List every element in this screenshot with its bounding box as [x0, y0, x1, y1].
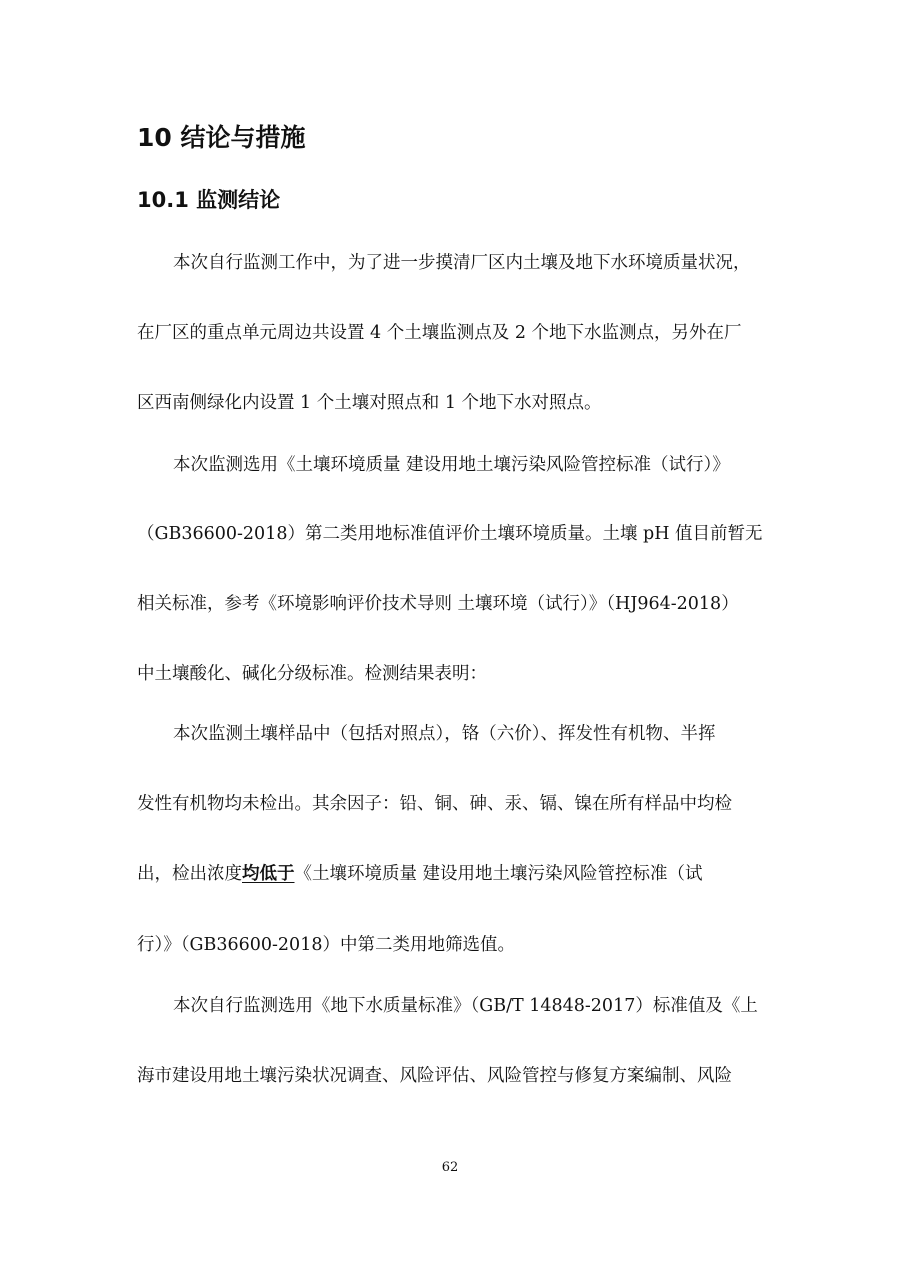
paragraph-2-line-1: 本次监测选用《土壤环境质量 建设用地土壤污染风险管控标准（试行）》 — [173, 455, 730, 475]
paragraph-1-line-2: 在厂区的重点单元周边共设置 4 个土壤监测点及 2 个地下水监测点，另外在厂 — [137, 323, 742, 343]
paragraph-4-line-2: 海市建设用地土壤污染状况调查、风险评估、风险管控与修复方案编制、风险 — [137, 1066, 732, 1086]
paragraph-1-line-3: 区西南侧绿化内设置 1 个土壤对照点和 1 个地下水对照点。 — [137, 393, 602, 413]
paragraph-3-line-4: 行）》（GB36600-2018）中第二类用地筛选值。 — [137, 935, 515, 955]
paragraph-2-line-3: 相关标准，参考《环境影响评价技术导则 土壤环境（试行）》（HJ964-2018） — [137, 594, 739, 614]
emphasis-text: 均低于 — [242, 864, 295, 884]
paragraph-3-line-3 — [137, 859, 777, 889]
paragraph-3-line-1: 本次监测土壤样品中（包括对照点），铬（六价）、挥发性有机物、半挥 — [173, 724, 716, 744]
paragraph-1-line-1: 本次自行监测工作中，为了进一步摸清厂区内土壤及地下水环境质量状况， — [173, 253, 751, 273]
paragraph-3-line-2: 发性有机物均未检出。其余因子：铅、铜、砷、汞、镉、镍在所有样品中均检 — [137, 794, 732, 814]
paragraph-4-line-1: 本次自行监测选用《地下水质量标准》（GB/T 14848-2017）标准值及《上 — [173, 996, 758, 1016]
page-number: 62 — [441, 1160, 459, 1175]
paragraph-2-line-4: 中土壤酸化、碱化分级标准。检测结果表明： — [137, 664, 487, 684]
emphasis-line-before: 出，检出浓度 — [137, 864, 242, 884]
section-heading: 10.1 监测结论 — [137, 188, 281, 212]
paragraph-2-line-2: （GB36600-2018）第二类用地标准值评价土壤环境质量。土壤 pH 值目前暂无 — [137, 524, 763, 544]
chapter-heading: 10 结论与措施 — [137, 123, 306, 152]
emphasis-line-after: 《土壤环境质量 建设用地土壤污染风险管控标准（试 — [294, 864, 703, 884]
